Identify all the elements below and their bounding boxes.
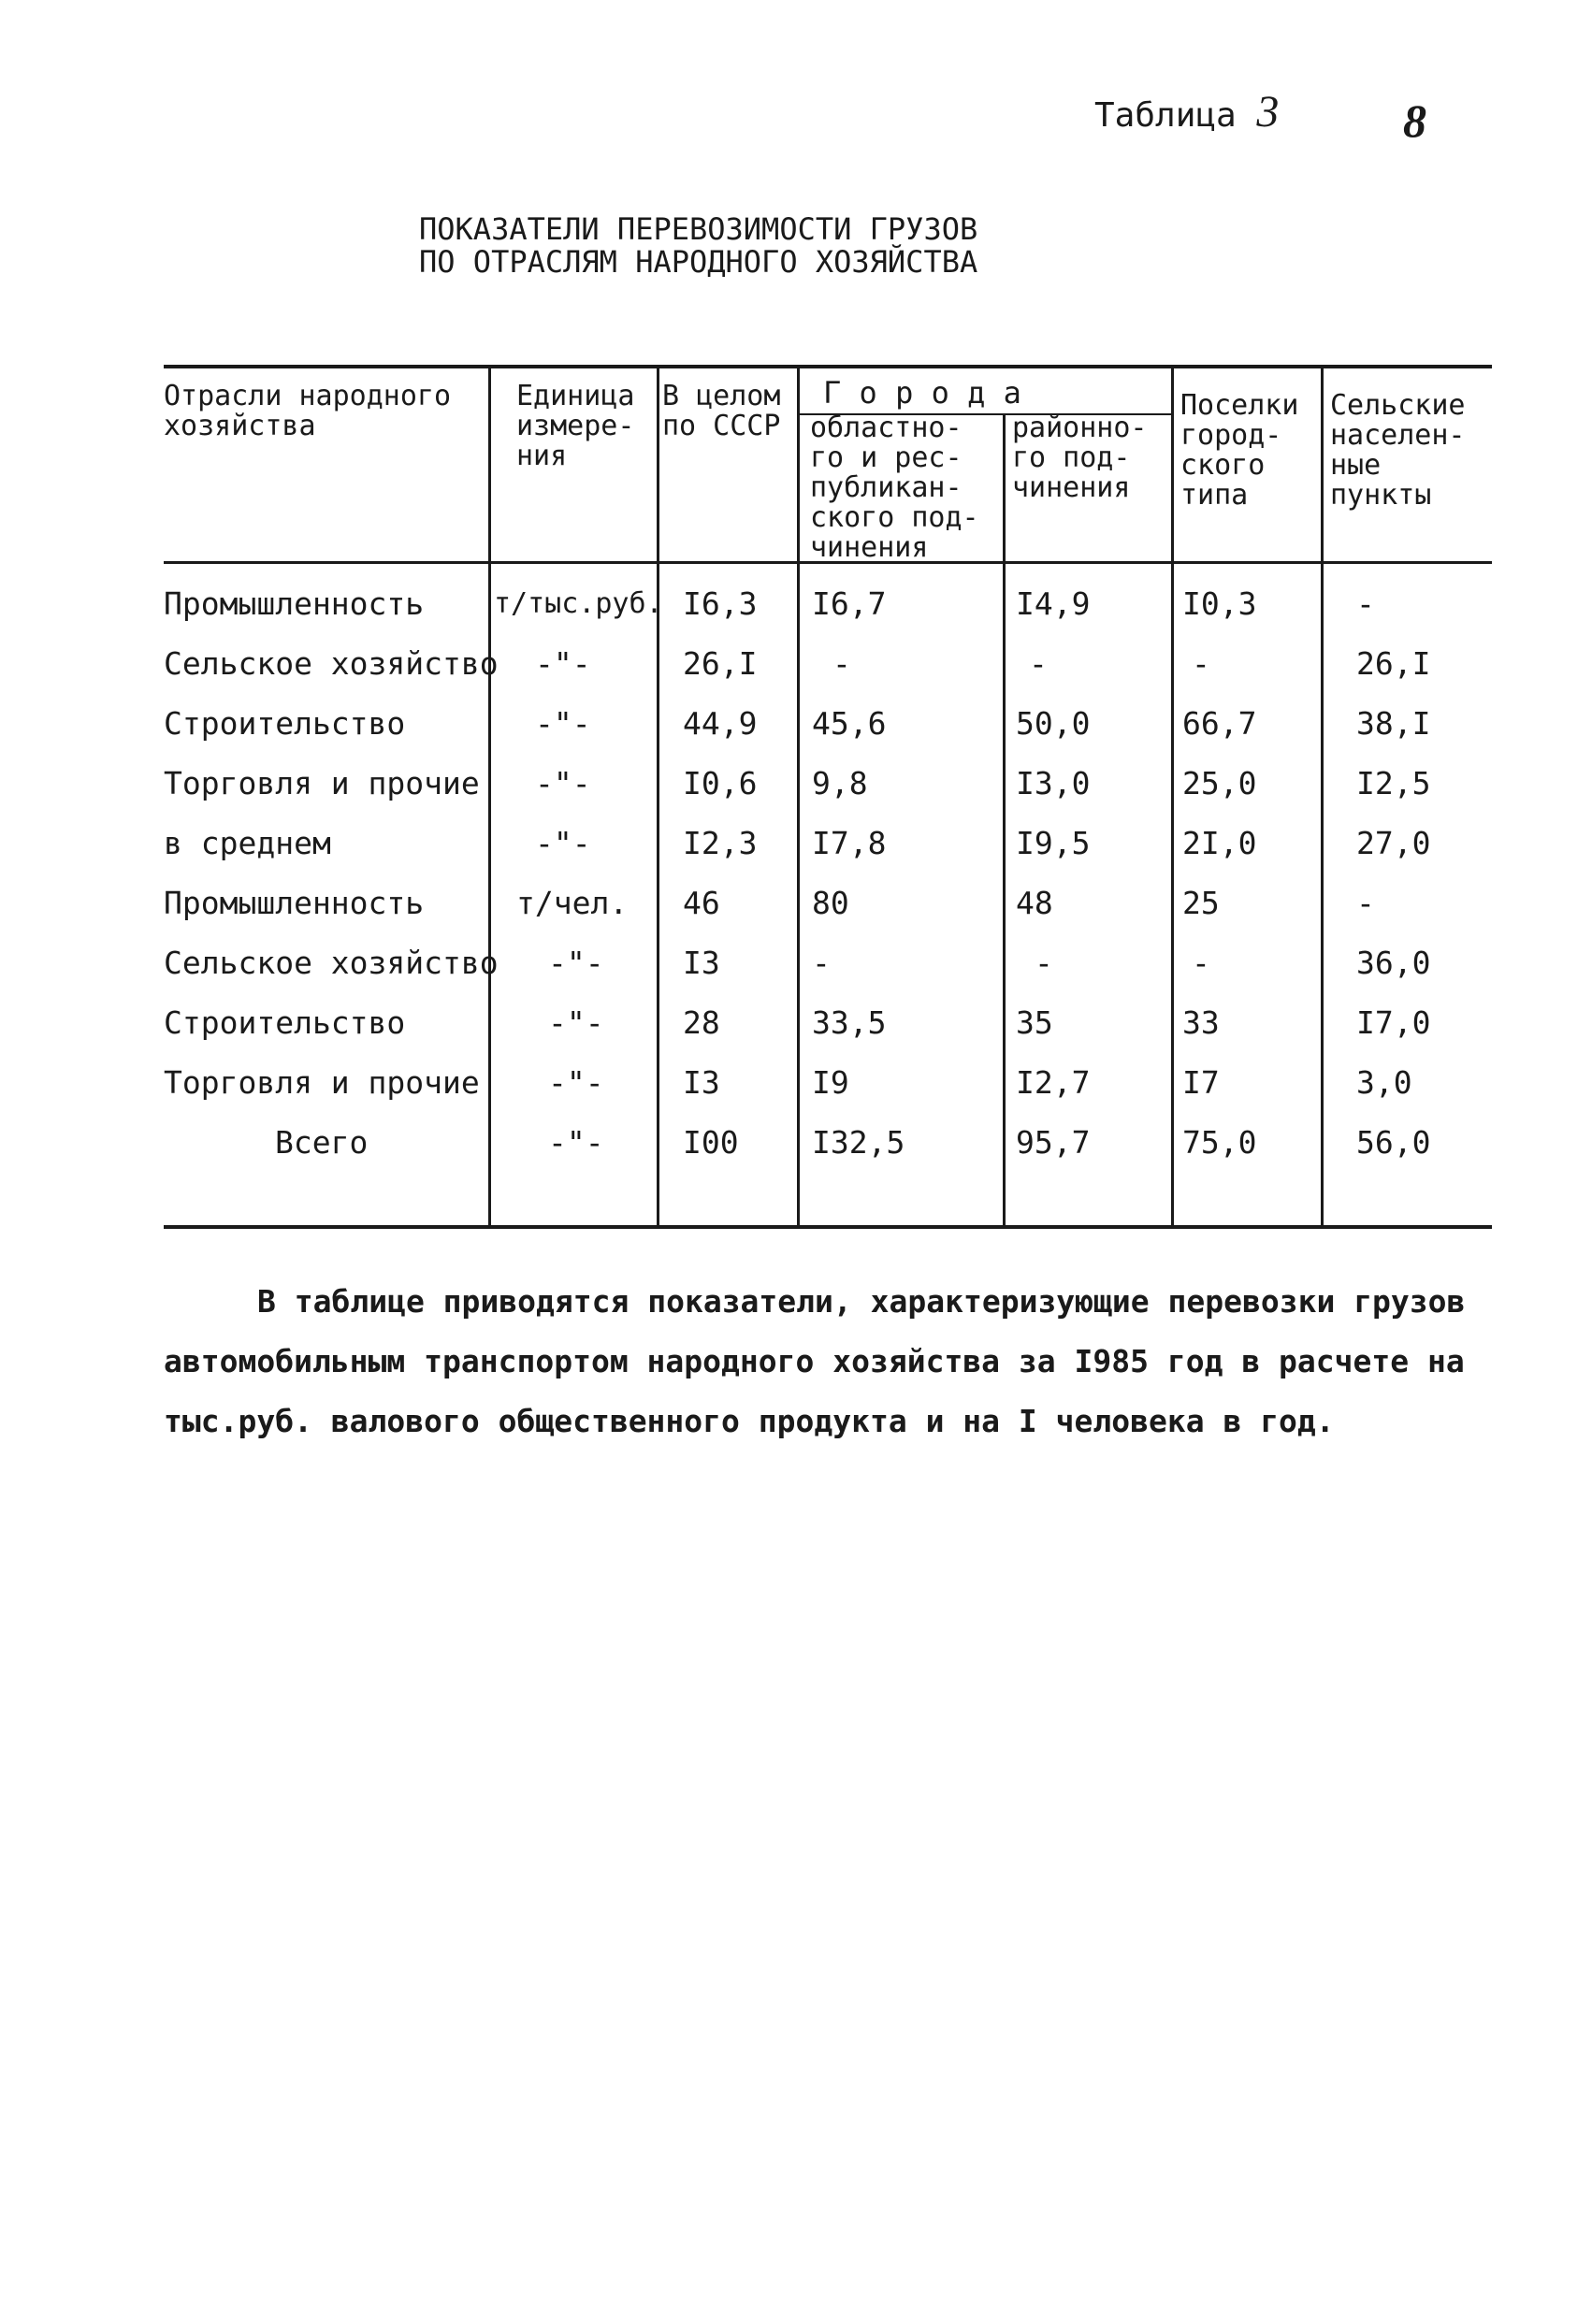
header-cities: Г о р о д а (823, 375, 1021, 411)
header-unit: Единица измере- ния (516, 380, 635, 472)
cell-ussr: 46 (683, 885, 720, 921)
cell-unit: -"- (548, 945, 604, 981)
cell-branch: Всего (275, 1124, 369, 1161)
cell-settlements: 25 (1182, 885, 1220, 921)
cell-unit: -"- (535, 645, 591, 682)
cell-rural: 26,I (1356, 645, 1431, 682)
cell-rural: 27,0 (1356, 825, 1431, 861)
header-rural: Сельские населен- ные пункты (1330, 389, 1466, 512)
cell-branch: Торговля и прочие (164, 765, 480, 801)
cell-regional: I32,5 (812, 1124, 905, 1161)
cell-district: - (1029, 645, 1048, 682)
cell-unit: т/чел. (516, 885, 629, 921)
cell-settlements: I0,3 (1182, 585, 1257, 622)
column-divider (488, 367, 491, 1227)
cell-regional: I6,7 (812, 585, 887, 622)
cell-rural: 56,0 (1356, 1124, 1431, 1161)
cell-branch: Торговля и прочие (164, 1064, 480, 1101)
paragraph-line-1: В таблице приводятся показатели, характеризующие перевозки грузов (257, 1283, 1466, 1320)
cell-branch: в среднем (164, 825, 331, 861)
cell-regional: 80 (812, 885, 849, 921)
cell-rural: - (1356, 585, 1375, 622)
cell-ussr: I0,6 (683, 765, 758, 801)
cell-district: I2,7 (1016, 1064, 1091, 1101)
cell-rural: I7,0 (1356, 1004, 1431, 1041)
cell-settlements: I7 (1182, 1064, 1220, 1101)
header-district: районно- го под- чинения (1012, 411, 1148, 504)
cell-rural: - (1356, 885, 1375, 921)
cell-branch: Сельское хозяйство (164, 645, 499, 682)
cell-ussr: I3 (683, 1064, 720, 1101)
cell-ussr: 44,9 (683, 705, 758, 742)
cell-district: I4,9 (1016, 585, 1091, 622)
cell-unit: -"- (535, 705, 591, 742)
cell-branch: Строительство (164, 1004, 406, 1041)
cell-unit: -"- (535, 825, 591, 861)
title-line-1: ПОКАЗАТЕЛИ ПЕРЕВОЗИМОСТИ ГРУЗОВ (419, 211, 978, 247)
cell-district: 35 (1016, 1004, 1053, 1041)
cell-ussr: 28 (683, 1004, 720, 1041)
title-line-2: ПО ОТРАСЛЯМ НАРОДНОГО ХОЗЯЙСТВА (419, 244, 978, 280)
cell-regional: I7,8 (812, 825, 887, 861)
cell-regional: 9,8 (812, 765, 868, 801)
cell-rural: I2,5 (1356, 765, 1431, 801)
cell-branch: Промышленность (164, 885, 425, 921)
header-branch: Отрасли народного хозяйства (164, 380, 452, 442)
page-number: 8 (1403, 94, 1426, 147)
document-title (419, 213, 977, 279)
cell-unit: т/тыс.руб. (494, 587, 663, 620)
table-bottom-rule (164, 1225, 1492, 1229)
explanatory-paragraph (164, 1272, 1492, 1451)
cell-ussr: 26,I (683, 645, 758, 682)
cell-rural: 38,I (1356, 705, 1431, 742)
cell-settlements: 66,7 (1182, 705, 1257, 742)
header-regional: областно- го и рес- публикан- ского под- чинения (810, 411, 979, 564)
cell-district: I3,0 (1016, 765, 1091, 801)
cell-branch: Промышленность (164, 585, 425, 622)
cell-ussr: I3 (683, 945, 720, 981)
cell-branch: Строительство (164, 705, 406, 742)
cell-regional: - (812, 945, 831, 981)
cell-regional: 45,6 (812, 705, 887, 742)
column-divider (1171, 367, 1174, 1227)
cell-ussr: I2,3 (683, 825, 758, 861)
cell-district: 48 (1016, 885, 1053, 921)
cell-ussr: I6,3 (683, 585, 758, 622)
column-divider (1003, 415, 1006, 1227)
cell-unit: -"- (548, 1124, 604, 1161)
cell-district: I9,5 (1016, 825, 1091, 861)
cell-regional: 33,5 (812, 1004, 887, 1041)
cell-settlements: 75,0 (1182, 1124, 1257, 1161)
cell-ussr: I00 (683, 1124, 739, 1161)
table-label-word: Таблица (1094, 96, 1237, 135)
cell-unit: -"- (535, 765, 591, 801)
cell-district: 95,7 (1016, 1124, 1091, 1161)
cell-rural: 3,0 (1356, 1064, 1412, 1101)
table-number-label (1094, 86, 1279, 137)
cell-regional: - (832, 645, 851, 682)
table-top-rule (164, 365, 1492, 368)
cell-settlements: 33 (1182, 1004, 1220, 1041)
cell-district: - (1035, 945, 1053, 981)
cell-settlements: 2I,0 (1182, 825, 1257, 861)
header-ussr: В целом по СССР (662, 380, 781, 442)
column-divider (657, 367, 659, 1227)
cell-settlements: 25,0 (1182, 765, 1257, 801)
cell-district: 50,0 (1016, 705, 1091, 742)
cell-regional: I9 (812, 1064, 849, 1101)
cell-settlements: - (1192, 945, 1210, 981)
header-settlements: Поселки город- ского типа (1180, 389, 1299, 512)
paragraph-line-3: тыс.руб. валового общественного продукта и на I человека в год. (164, 1403, 1335, 1439)
cell-branch: Сельское хозяйство (164, 945, 499, 981)
cell-unit: -"- (548, 1004, 604, 1041)
column-divider (1321, 367, 1324, 1227)
cell-rural: 36,0 (1356, 945, 1431, 981)
table-number: 3 (1256, 87, 1280, 137)
cell-unit: -"- (548, 1064, 604, 1101)
cell-settlements: - (1192, 645, 1210, 682)
column-divider (797, 367, 800, 1227)
paragraph-line-2: автомобильным транспортом народного хозяйства за I985 год в расчете на (164, 1343, 1465, 1379)
